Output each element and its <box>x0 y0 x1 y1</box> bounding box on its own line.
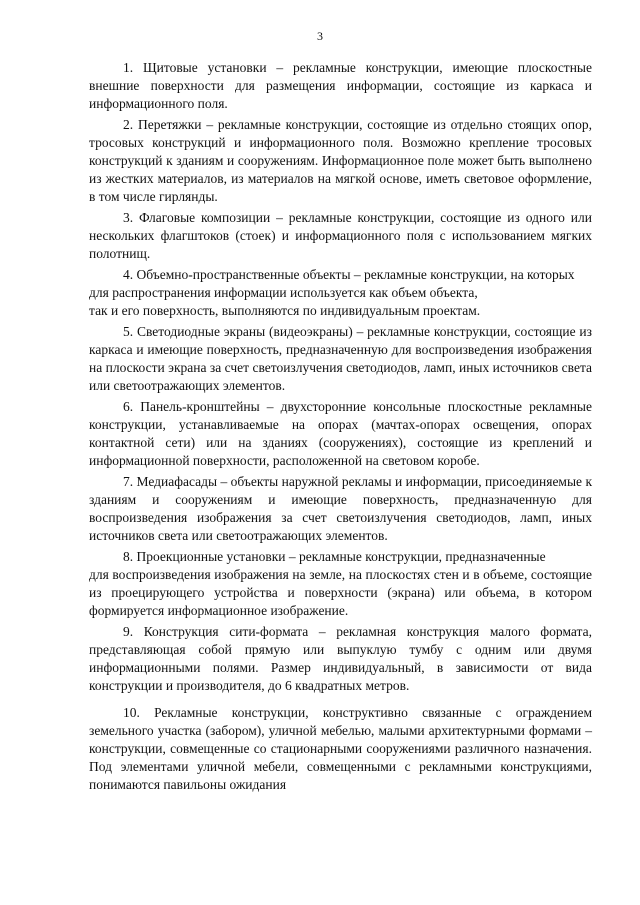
paragraph-10: 10. Рекламные конструкции, конструктивно связанные с ограждением земельного участка (забором), уличной мебелью, малыми архитектурными формами – конструкции, совмещенные со стационарными сооружениями различного назначения. Под элементами уличной мебели, совмещенными с рекламными конструкциями, понимаются павильоны ожидания <box>89 705 592 792</box>
paragraph-4: 4. Объемно-пространственные объекты – рекламные конструкции, на которых для распространения информации используется как объем объекта, <box>89 267 575 300</box>
page-number: 3 <box>317 29 323 43</box>
paragraph-9: 9. Конструкция сити-формата – рекламная конструкция малого формата, представляющая собой прямую или выпуклую тумбу с одним или двумя информационными полями. Размер индивидуальный, в зависимости от вида конструкции и производителя, до 6 квадратных метров. <box>89 624 592 693</box>
paragraph-5: 5. Светодиодные экраны (видеоэкраны) – рекламные конструкции, состоящие из каркаса и имеющие поверхность, предназначенную для воспроизведения изображения на плоскости экрана за счет светоизлучения светодиодов, ламп, иных источников света или светоотражающих элементов. <box>89 324 592 393</box>
paragraph-1: 1. Щитовые установки – рекламные конструкции, имеющие плоскостные внешние поверхности для размещения информации, состоящие из каркаса и информационного поля. <box>89 60 592 111</box>
paragraph-8: 8. Проекционные установки – рекламные конструкции, предназначенные <box>123 549 546 564</box>
document-body <box>89 59 592 794</box>
paragraph-7: 7. Медиафасады – объекты наружной рекламы и информации, присоединяемые к зданиям и сооружениям и имеющие поверхность, предназначенную для воспроизведения изображения за счет светоизлучения светодиодов, ламп, иных источников света или светоотражающих элементов. <box>89 474 592 543</box>
paragraph-4-continuation: так и его поверхность, выполняются по индивидуальным проектам. <box>89 303 481 318</box>
paragraph-3: 3. Флаговые композиции – рекламные конструкции, состоящие из одного или нескольких флагштоков (стоек) и информационного поля с использованием мягких полотнищ. <box>89 210 592 261</box>
paragraph-6: 6. Панель-кронштейны – двухсторонние консольные плоскостные рекламные конструкции, устанавливаемые на опорах (мачтах-опорах освещения, опорах контактной сети) или на зданиях (сооружениях), состоящие из креплений и информационной поверхности, расположенной на световом коробе. <box>89 399 592 468</box>
paragraph-8-continuation: для воспроизведения изображения на земле, на плоскостях стен и в объеме, состоящие из проецирующего устройства и поверхности (экрана) или объема, в котором формируется информационное изображение. <box>89 567 592 618</box>
paragraph-2: 2. Перетяжки – рекламные конструкции, состоящие из отдельно стоящих опор, тросовых конструкций и информационного поля. Возможно крепление тросовых конструкций к зданиям и сооружениям. Информационное поле может быть выполнено из жестких материалов, из материалов на мягкой основе, иметь световое оформление, в том числе гирлянды. <box>89 117 592 204</box>
